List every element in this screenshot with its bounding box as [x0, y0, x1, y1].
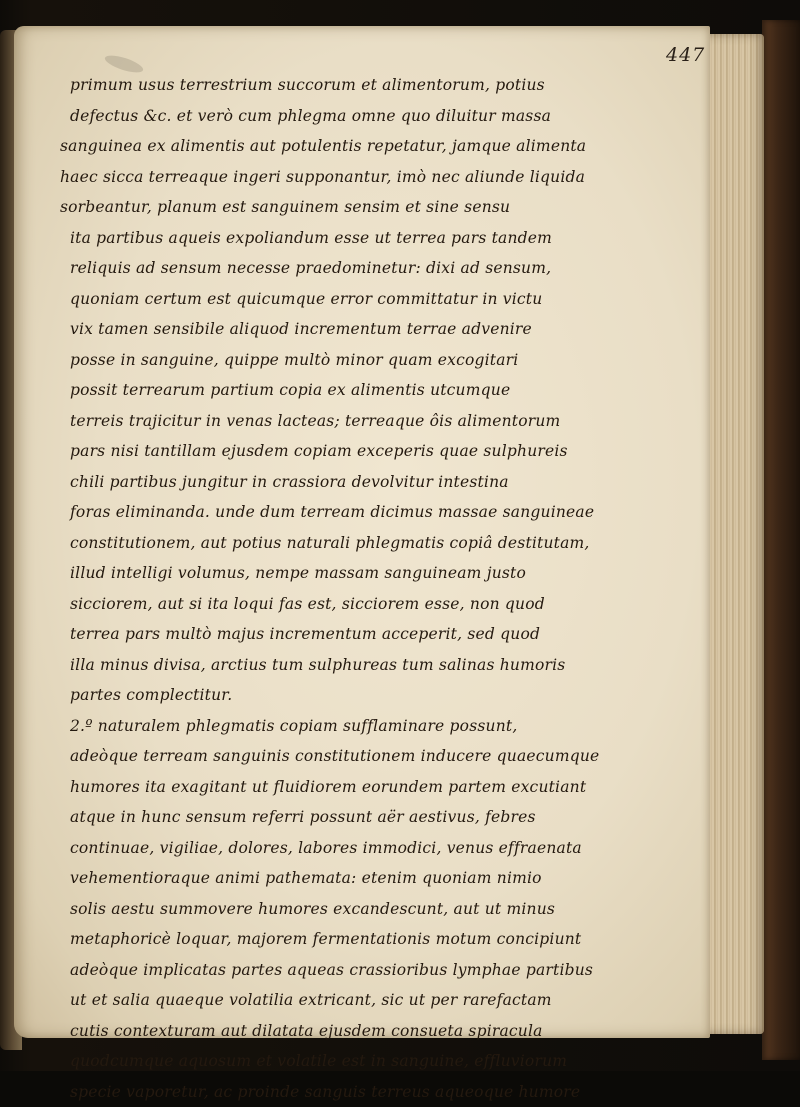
manuscript-line: specie vaporetur, ac proinde sanguis terreus aqueoque humore	[54, 1077, 666, 1107]
manuscript-line: ita partibus aqueis expoliandum esse ut terrea pars tandem	[54, 223, 666, 254]
manuscript-line: adeòque terream sanguinis constitutionem inducere quaecumque	[54, 741, 666, 772]
manuscript-line: reliquis ad sensum necesse praedominetur: dixi ad sensum,	[54, 253, 666, 284]
manuscript-line: defectus &c. et verò cum phlegma omne quo diluitur massa	[54, 101, 666, 132]
manuscript-line: sorbeantur, planum est sanguinem sensim et sine sensu	[54, 192, 666, 223]
manuscript-line: vehementioraque animi pathemata: etenim quoniam nimio	[54, 863, 666, 894]
manuscript-line: constitutionem, aut potius naturali phlegmatis copiâ destitutam,	[54, 528, 666, 559]
manuscript-line: posse in sanguine, quippe multò minor quam excogitari	[54, 345, 666, 376]
manuscript-line: possit terrearum partium copia ex alimentis utcumque	[54, 375, 666, 406]
book-binding	[762, 20, 800, 1060]
manuscript-line: continuae, vigiliae, dolores, labores immodici, venus effraenata	[54, 833, 666, 864]
manuscript-line: quodcumque aquosum et volatile est in sanguine, effluviorum	[54, 1046, 666, 1077]
manuscript-line: sicciorem, aut si ita loqui fas est, sicciorem esse, non quod	[54, 589, 666, 620]
manuscript-line: partes complectitur.	[54, 680, 666, 711]
manuscript-line: chili partibus jungitur in crassiora devolvitur intestina	[54, 467, 666, 498]
manuscript-line: pars nisi tantillam ejusdem copiam exceperis quae sulphureis	[54, 436, 666, 467]
manuscript-line: ut et salia quaeque volatilia extricant, sic ut per rarefactam	[54, 985, 666, 1016]
manuscript-line: illud intelligi volumus, nempe massam sanguineam justo	[54, 558, 666, 589]
page-stack-edge	[704, 34, 764, 1034]
manuscript-text	[54, 70, 666, 1107]
manuscript-line: primum usus terrestrium succorum et alimentorum, potius	[54, 70, 666, 101]
manuscript-line: vix tamen sensibile aliquod incrementum terrae advenire	[54, 314, 666, 345]
manuscript-line: illa minus divisa, arctius tum sulphureas tum salinas humoris	[54, 650, 666, 681]
manuscript-line: sanguinea ex alimentis aut potulentis repetatur, jamque alimenta	[54, 131, 666, 162]
folio-number: 447	[666, 44, 705, 66]
manuscript-line: 2.º naturalem phlegmatis copiam sufflaminare possunt,	[54, 711, 666, 742]
manuscript-line: cutis contexturam aut dilatata ejusdem consueta spiracula	[54, 1016, 666, 1047]
manuscript-line: metaphoricè loquar, majorem fermentationis motum concipiunt	[54, 924, 666, 955]
manuscript-line: atque in hunc sensum referri possunt aër aestivus, febres	[54, 802, 666, 833]
manuscript-line: foras eliminanda. unde dum terream dicimus massae sanguineae	[54, 497, 666, 528]
manuscript-line: haec sicca terreaque ingeri supponantur, imò nec aliunde liquida	[54, 162, 666, 193]
manuscript-line: terrea pars multò majus incrementum acceperit, sed quod	[54, 619, 666, 650]
manuscript-line: adeòque implicatas partes aqueas crassioribus lymphae partibus	[54, 955, 666, 986]
manuscript-line: terreis trajicitur in venas lacteas; terreaque ôis alimentorum	[54, 406, 666, 437]
manuscript-line: solis aestu summovere humores excandescunt, aut ut minus	[54, 894, 666, 925]
manuscript-line: quoniam certum est quicumque error committatur in victu	[54, 284, 666, 315]
manuscript-line: humores ita exagitant ut fluidiorem eorundem partem excutiant	[54, 772, 666, 803]
